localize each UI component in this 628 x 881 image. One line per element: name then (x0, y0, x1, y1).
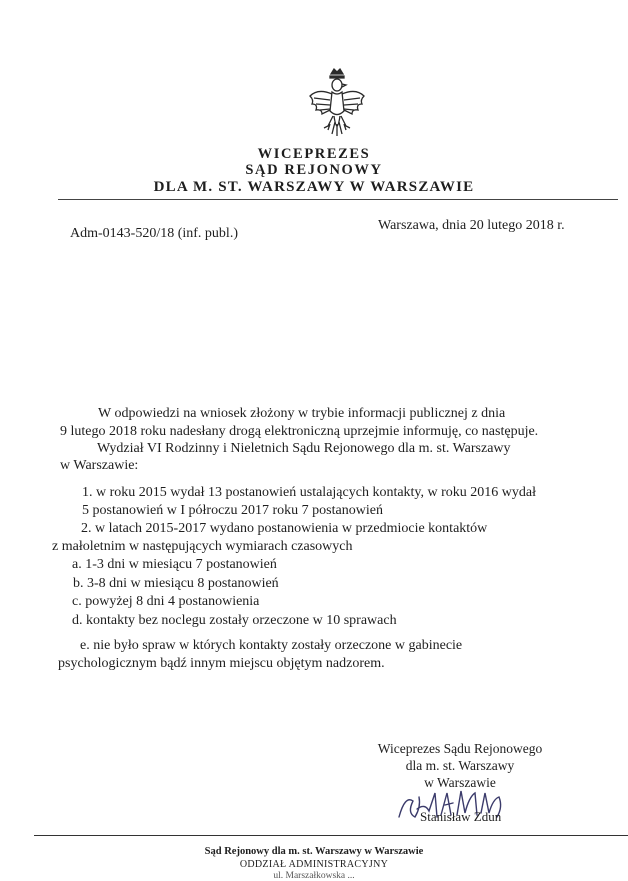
body-line: d. kontakty bez noclegu zostały orzeczone w 10 sprawach (72, 613, 397, 628)
eagle-emblem-icon (306, 66, 368, 140)
footer-court-name: Sąd Rejonowy dla m. st. Warszawy w Warszawie (204, 846, 424, 857)
body-line: b. 3-8 dni w miesiącu 8 postanowień (73, 576, 279, 591)
signature-city: w Warszawie (424, 775, 496, 790)
reference-number: Adm-0143-520/18 (inf. publ.) (70, 226, 238, 241)
body-line: c. powyżej 8 dni 4 postanowienia (72, 594, 260, 609)
signature-court: dla m. st. Warszawy (405, 758, 515, 773)
header-divider (58, 199, 618, 200)
footer-divider (34, 835, 628, 836)
body-line: 9 lutego 2018 roku nadesłany drogą elektroniczną uprzejmie informuję, co następuje. (60, 424, 539, 439)
body-line: e. nie było spraw w których kontakty zostały orzeczone w gabinecie (80, 638, 463, 653)
body-line: 5 postanowień w I półroczu 2017 roku 7 postanowień (82, 503, 383, 518)
footer-address: ul. Marszałkowska ... (273, 871, 355, 881)
body-line: psychologicznym bądź innym miejscu objętym nadzorem. (58, 656, 385, 671)
body-line: z małoletnim w następujących wymiarach czasowych (52, 539, 353, 554)
body-line: w Warszawie: (60, 458, 139, 473)
body-line: W odpowiedzi na wniosek złożony w trybie informacji publicznej z dnia (98, 406, 506, 421)
footer-department: ODDZIAŁ ADMINISTRACYJNY (239, 859, 389, 870)
document-date: Warszawa, dnia 20 lutego 2018 r. (378, 218, 565, 233)
signature-title: Wiceprezes Sądu Rejonowego (377, 741, 543, 756)
body-line: Wydział VI Rodzinny i Nieletnich Sądu Rejonowego dla m. st. Warszawy (97, 441, 511, 456)
signer-name: Stanisław Zdun (420, 809, 502, 824)
body-line: a. 1-3 dni w miesiącu 7 postanowień (72, 557, 277, 572)
header-court-location: DLA M. ST. WARSZAWY W WARSZAWIE (153, 179, 475, 195)
header-court-name: SĄD REJONOWY (245, 162, 383, 178)
body-line: 1. w roku 2015 wydał 13 postanowień ustalających kontakty, w roku 2016 wydał (82, 485, 537, 500)
header-title: WICEPREZES (257, 146, 371, 162)
body-line: 2. w latach 2015-2017 wydano postanowienia w przedmiocie kontaktów (81, 521, 488, 536)
signature-block (340, 740, 580, 791)
